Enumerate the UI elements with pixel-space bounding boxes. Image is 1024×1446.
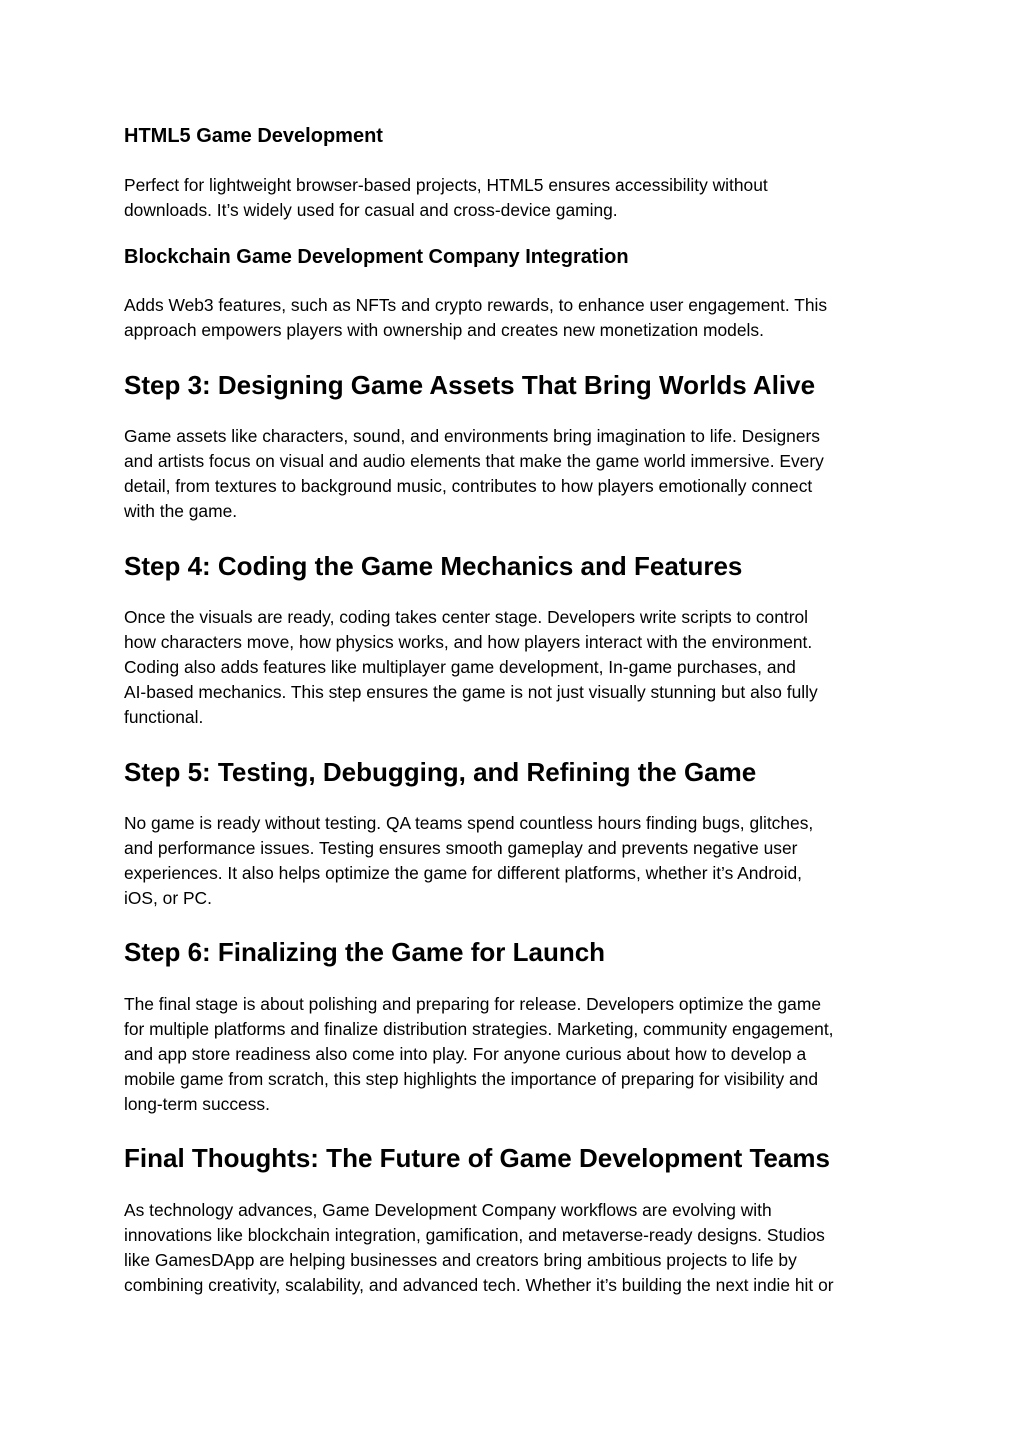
- step4-paragraph: [124, 605, 904, 730]
- paragraph-line: detail, from textures to background music, contributes to how players emotionally connect: [124, 476, 813, 496]
- final-thoughts-paragraph: [124, 1198, 904, 1298]
- blockchain-paragraph: [124, 293, 904, 343]
- paragraph-line: how characters move, how physics works, and how players interact with the environment.: [124, 632, 813, 652]
- paragraph-line: and artists focus on visual and audio elements that make the game world immersive. Every: [124, 451, 824, 471]
- final-thoughts-heading: Final Thoughts: The Future of Game Development Teams: [124, 1143, 830, 1173]
- paragraph-line: for multiple platforms and finalize distribution strategies. Marketing, community engagement,: [124, 1019, 834, 1039]
- paragraph-line: with the game.: [124, 501, 238, 521]
- paragraph-line: approach empowers players with ownership and creates new monetization models.: [124, 320, 764, 340]
- paragraph-line: combining creativity, scalability, and advanced tech. Whether it’s building the next indie hit or: [124, 1275, 834, 1295]
- step6-heading: Step 6: Finalizing the Game for Launch: [124, 937, 606, 967]
- paragraph-line: iOS, or PC.: [124, 888, 212, 908]
- html5-heading: HTML5 Game Development: [124, 125, 383, 147]
- paragraph-line: No game is ready without testing. QA teams spend countless hours finding bugs, glitches,: [124, 813, 814, 833]
- step5-heading: Step 5: Testing, Debugging, and Refining the Game: [124, 757, 757, 787]
- paragraph-line: experiences. It also helps optimize the game for different platforms, whether it’s Android,: [124, 863, 802, 883]
- paragraph-line: Once the visuals are ready, coding takes center stage. Developers write scripts to control: [124, 607, 809, 627]
- step4-heading: Step 4: Coding the Game Mechanics and Features: [124, 551, 743, 581]
- paragraph-line: As technology advances, Game Development Company workflows are evolving with: [124, 1200, 772, 1220]
- blockchain-heading: Blockchain Game Development Company Integration: [124, 246, 629, 268]
- paragraph-line: Adds Web3 features, such as NFTs and crypto rewards, to enhance user engagement. This: [124, 295, 828, 315]
- step3-heading: Step 3: Designing Game Assets That Bring Worlds Alive: [124, 370, 816, 400]
- paragraph-line: functional.: [124, 707, 204, 727]
- paragraph-line: Game assets like characters, sound, and environments bring imagination to life. Designers: [124, 426, 820, 446]
- paragraph-line: Coding also adds features like multiplayer game development, In-game purchases, and: [124, 657, 796, 677]
- paragraph-line: The final stage is about polishing and preparing for release. Developers optimize the game: [124, 994, 822, 1014]
- paragraph-line: like GamesDApp are helping businesses and creators bring ambitious projects to life by: [124, 1250, 797, 1270]
- step3-paragraph: [124, 424, 904, 524]
- paragraph-line: Perfect for lightweight browser-based projects, HTML5 ensures accessibility without: [124, 175, 768, 195]
- paragraph-line: and performance issues. Testing ensures smooth gameplay and prevents negative user: [124, 838, 798, 858]
- paragraph-line: long-term success.: [124, 1094, 270, 1114]
- step5-paragraph: [124, 811, 904, 911]
- paragraph-line: and app store readiness also come into play. For anyone curious about how to develop a: [124, 1044, 807, 1064]
- html5-paragraph: [124, 173, 904, 223]
- paragraph-line: innovations like blockchain integration, gamification, and metaverse-ready designs. Studios: [124, 1225, 825, 1245]
- paragraph-line: mobile game from scratch, this step highlights the importance of preparing for visibility and: [124, 1069, 819, 1089]
- paragraph-line: downloads. It’s widely used for casual and cross-device gaming.: [124, 200, 618, 220]
- paragraph-line: AI-based mechanics. This step ensures the game is not just visually stunning but also fully: [124, 682, 818, 702]
- step6-paragraph: [124, 992, 904, 1117]
